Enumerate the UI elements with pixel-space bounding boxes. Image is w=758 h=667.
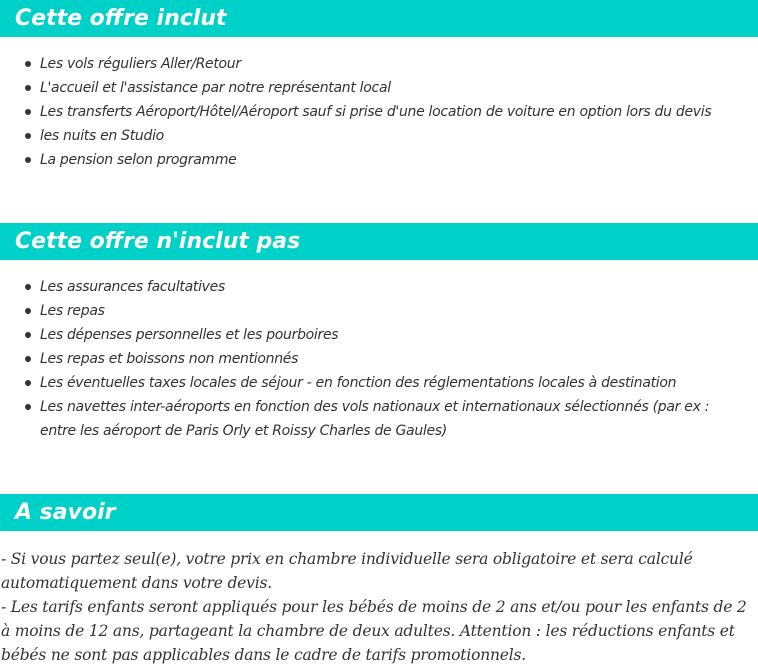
not-included-list — [0, 275, 758, 443]
list-item: Les vols réguliers Aller/Retour — [0, 52, 758, 76]
list-item: Les transferts Aéroport/Hôtel/Aéroport sauf si prise d'une location de voiture en option lors du devis — [0, 100, 758, 124]
list-item: Les repas et boissons non mentionnés — [0, 347, 758, 371]
list-item: Les assurances facultatives — [0, 275, 758, 299]
list-item: Les repas — [0, 299, 758, 323]
list-item: Les éventuelles taxes locales de séjour - en fonction des réglementations locales à destination — [0, 371, 758, 395]
section-header-inclut: Cette offre inclut — [0, 0, 758, 37]
list-item: L'accueil et l'assistance par notre représentant local — [0, 76, 758, 100]
a-savoir-paragraph: - Les tarifs enfants seront appliqués pour les bébés de moins de 2 ans et/ou pour les enfants de 2 à moins de 12 ans, partageant la chambre de deux adultes. Attention : les réductions enfants et bébés ne sont pas applicables dans le cadre de tarifs promotionnels. — [1, 598, 747, 664]
section-header-non-inclut: Cette offre n'inclut pas — [0, 223, 758, 260]
list-item: La pension selon programme — [0, 148, 758, 172]
section-header-a-savoir: A savoir — [0, 494, 758, 531]
included-list — [0, 52, 758, 172]
a-savoir-content — [1, 547, 753, 667]
list-item: les nuits en Studio — [0, 124, 758, 148]
list-item: Les navettes inter-aéroports en fonction des vols nationaux et internationaux sélectionnés (par ex : entre les aéroport de Paris Orly et Roissy Charles de Gaules) — [0, 395, 758, 443]
list-item: Les dépenses personnelles et les pourboires — [0, 323, 758, 347]
a-savoir-paragraph: - Si vous partez seul(e), votre prix en chambre individuelle sera obligatoire et sera calculé automatiquement dans votre devis. — [1, 550, 693, 592]
